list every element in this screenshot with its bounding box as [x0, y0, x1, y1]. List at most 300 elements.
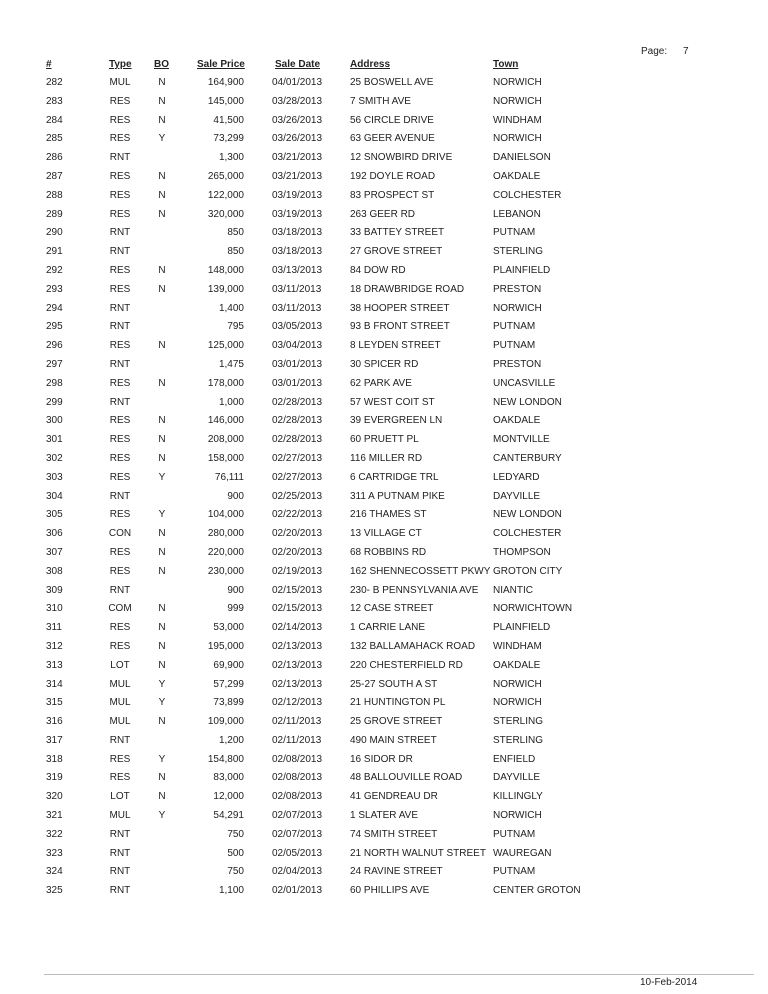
- town: PRESTON: [493, 283, 542, 295]
- row-number: 304: [46, 490, 63, 502]
- sale-price: 69,900: [213, 659, 244, 671]
- sale-price: 795: [227, 321, 244, 333]
- town: OAKDALE: [493, 170, 541, 182]
- sale-price: 158,000: [207, 452, 244, 464]
- sale-price: 146,000: [207, 415, 244, 427]
- property-type: RNT: [109, 227, 131, 239]
- sale-price: 195,000: [207, 640, 244, 652]
- bo-flag: N: [158, 264, 166, 276]
- address: 16 SIDOR DR: [350, 753, 413, 765]
- sale-date: 02/14/2013: [272, 622, 323, 634]
- sale-date: 02/12/2013: [272, 697, 323, 709]
- sale-price: 230,000: [207, 565, 244, 577]
- table-row: [0, 133, 768, 152]
- address: 311 A PUTNAM PIKE: [350, 490, 445, 502]
- table-row: [0, 641, 768, 660]
- address: 21 NORTH WALNUT STREET: [350, 847, 486, 859]
- sale-date: 03/18/2013: [272, 227, 323, 239]
- bo-flag: N: [158, 640, 166, 652]
- row-number: 282: [46, 77, 63, 88]
- sale-date: 03/28/2013: [272, 95, 323, 107]
- sale-date: 02/28/2013: [272, 434, 323, 446]
- address: 93 B FRONT STREET: [350, 321, 450, 333]
- sale-date: 02/13/2013: [272, 659, 323, 671]
- bo-flag: N: [158, 603, 166, 615]
- row-number: 298: [46, 377, 63, 389]
- row-number: 321: [46, 810, 63, 822]
- table-row: [0, 885, 768, 904]
- bo-flag: N: [158, 95, 166, 107]
- row-number: 283: [46, 95, 63, 107]
- row-number: 284: [46, 114, 63, 126]
- property-type: RES: [109, 565, 131, 577]
- row-number: 299: [46, 396, 63, 408]
- town: STERLING: [493, 734, 544, 746]
- sale-price: 500: [227, 847, 244, 859]
- table-row: [0, 115, 768, 134]
- address: 60 PRUETT PL: [350, 434, 419, 446]
- sale-date: 03/01/2013: [272, 377, 323, 389]
- address: 1 SLATER AVE: [350, 810, 418, 822]
- property-type: RES: [109, 340, 131, 352]
- sale-date: 02/07/2013: [272, 810, 323, 822]
- sale-date: 03/05/2013: [272, 321, 323, 333]
- town: NIANTIC: [493, 584, 533, 596]
- property-type: MUL: [109, 77, 131, 88]
- town: MONTVILLE: [493, 434, 550, 446]
- sale-price: 750: [227, 828, 244, 840]
- sale-date: 03/01/2013: [272, 358, 323, 370]
- town: NORWICHTOWN: [493, 603, 573, 615]
- town: DANIELSON: [493, 152, 551, 164]
- row-number: 323: [46, 847, 63, 859]
- town: CANTERBURY: [493, 452, 562, 464]
- bo-flag: N: [158, 340, 166, 352]
- table-row: [0, 866, 768, 885]
- sale-price: 1,400: [218, 302, 244, 314]
- header-bo: BO: [154, 59, 169, 70]
- property-type: RNT: [109, 828, 131, 840]
- sale-date: 02/07/2013: [272, 828, 323, 840]
- address: 57 WEST COIT ST: [350, 396, 435, 408]
- property-type: RNT: [109, 885, 131, 897]
- sale-price: 125,000: [207, 340, 244, 352]
- town: KILLINGLY: [493, 791, 543, 803]
- sale-date: 04/01/2013: [272, 77, 323, 88]
- property-type: RNT: [109, 152, 131, 164]
- sale-price: 850: [227, 227, 244, 239]
- address: 39 EVERGREEN LN: [350, 415, 443, 427]
- property-type: RES: [109, 133, 131, 145]
- property-type: RNT: [109, 321, 131, 333]
- table-row: [0, 77, 768, 96]
- address: 230- B PENNSYLVANIA AVE: [350, 584, 479, 596]
- table-row: [0, 96, 768, 115]
- town: OAKDALE: [493, 659, 541, 671]
- sale-price: 1,475: [218, 358, 244, 370]
- table-row: [0, 190, 768, 209]
- property-type: RES: [109, 471, 131, 483]
- property-type: MUL: [109, 678, 131, 690]
- sale-date: 03/04/2013: [272, 340, 323, 352]
- address: 116 MILLER RD: [350, 452, 423, 464]
- table-row: [0, 171, 768, 190]
- address: 63 GEER AVENUE: [350, 133, 435, 145]
- sale-price: 76,111: [214, 471, 244, 483]
- bo-flag: Y: [158, 678, 166, 690]
- address: 33 BATTEY STREET: [350, 227, 445, 239]
- sale-date: 03/11/2013: [272, 283, 322, 295]
- property-type: RES: [109, 509, 131, 521]
- address: 48 BALLOUVILLE ROAD: [350, 772, 463, 784]
- town: STERLING: [493, 246, 544, 258]
- address: 60 PHILLIPS AVE: [350, 885, 430, 897]
- property-type: RNT: [109, 734, 131, 746]
- table-row: [0, 528, 768, 547]
- row-number: 289: [46, 208, 63, 220]
- address: 1 CARRIE LANE: [350, 622, 426, 634]
- header-sale-date: Sale Date: [275, 59, 321, 70]
- table-row: [0, 829, 768, 848]
- row-number: 322: [46, 828, 63, 840]
- sale-date: 02/15/2013: [272, 584, 323, 596]
- town: NORWICH: [493, 697, 542, 709]
- address: 18 DRAWBRIDGE ROAD: [350, 283, 465, 295]
- table-row: [0, 622, 768, 641]
- bo-flag: N: [158, 434, 166, 446]
- address: 56 CIRCLE DRIVE: [350, 114, 434, 126]
- sale-date: 02/20/2013: [272, 546, 323, 558]
- bo-flag: Y: [158, 509, 166, 521]
- property-type: RES: [109, 772, 131, 784]
- address: 216 THAMES ST: [350, 509, 427, 521]
- row-number: 308: [46, 565, 63, 577]
- sale-price: 73,299: [213, 133, 244, 145]
- row-number: 286: [46, 152, 63, 164]
- sale-date: 02/13/2013: [272, 640, 323, 652]
- sale-date: 02/19/2013: [272, 565, 323, 577]
- property-type: RNT: [109, 358, 131, 370]
- row-number: 297: [46, 358, 63, 370]
- sale-price: 148,000: [207, 264, 244, 276]
- town: STERLING: [493, 716, 544, 728]
- address: 68 ROBBINS RD: [350, 546, 427, 558]
- property-type: MUL: [109, 716, 131, 728]
- bo-flag: N: [158, 622, 166, 634]
- address: 38 HOOPER STREET: [350, 302, 450, 314]
- property-type: RNT: [109, 246, 131, 258]
- table-row: [0, 209, 768, 228]
- address: 263 GEER RD: [350, 208, 416, 220]
- bo-flag: N: [158, 77, 166, 88]
- sale-date: 02/27/2013: [272, 471, 323, 483]
- property-type: RES: [109, 640, 131, 652]
- table-row: [0, 810, 768, 829]
- bo-flag: N: [158, 114, 166, 126]
- row-number: 325: [46, 885, 63, 897]
- sale-price: 122,000: [207, 189, 244, 201]
- address: 12 CASE STREET: [350, 603, 434, 615]
- address: 7 SMITH AVE: [350, 95, 411, 107]
- address: 132 BALLAMAHACK ROAD: [350, 640, 476, 652]
- header-sale-price: Sale Price: [197, 59, 245, 70]
- sale-price: 1,100: [218, 885, 244, 897]
- town: DAYVILLE: [493, 490, 541, 502]
- property-type: RNT: [109, 302, 131, 314]
- bo-flag: N: [158, 452, 166, 464]
- table-row: [0, 397, 768, 416]
- town: NORWICH: [493, 302, 542, 314]
- sale-price: 73,899: [213, 697, 244, 709]
- table-row: [0, 491, 768, 510]
- sale-price: 208,000: [207, 434, 244, 446]
- table-row: [0, 472, 768, 491]
- sale-price: 900: [227, 490, 244, 502]
- town: COLCHESTER: [493, 528, 562, 540]
- table-row: [0, 303, 768, 322]
- property-type: RNT: [109, 847, 131, 859]
- bo-flag: Y: [158, 810, 166, 822]
- row-number: 296: [46, 340, 63, 352]
- row-number: 295: [46, 321, 63, 333]
- sales-table: [0, 77, 768, 904]
- property-type: RES: [109, 283, 131, 295]
- row-number: 294: [46, 302, 63, 314]
- property-type: RES: [109, 377, 131, 389]
- town: WINDHAM: [493, 114, 542, 126]
- town: NEW LONDON: [493, 396, 562, 408]
- sale-date: 03/18/2013: [272, 246, 323, 258]
- sale-date: 02/01/2013: [272, 885, 323, 897]
- bo-flag: N: [158, 189, 166, 201]
- bo-flag: N: [158, 208, 166, 220]
- row-number: 324: [46, 866, 63, 878]
- footer-date: 10-Feb-2014: [640, 977, 698, 988]
- sale-price: 280,000: [207, 528, 244, 540]
- sale-price: 154,800: [207, 753, 244, 765]
- property-type: RNT: [109, 866, 131, 878]
- table-row: [0, 340, 768, 359]
- sale-price: 999: [227, 603, 244, 615]
- table-row: [0, 321, 768, 340]
- table-row: [0, 415, 768, 434]
- town: NORWICH: [493, 77, 542, 88]
- address: 62 PARK AVE: [350, 377, 412, 389]
- bo-flag: N: [158, 528, 166, 540]
- table-row: [0, 359, 768, 378]
- property-type: RES: [109, 452, 131, 464]
- address: 25 GROVE STREET: [350, 716, 443, 728]
- row-number: 288: [46, 189, 63, 201]
- sale-date: 02/20/2013: [272, 528, 323, 540]
- sale-date: 03/19/2013: [272, 189, 323, 201]
- town: LEBANON: [493, 208, 541, 220]
- bo-flag: N: [158, 283, 166, 295]
- town: OAKDALE: [493, 415, 541, 427]
- table-row: [0, 679, 768, 698]
- header-number: #: [46, 59, 52, 70]
- sale-price: 850: [227, 246, 244, 258]
- table-row: [0, 585, 768, 604]
- sale-price: 145,000: [207, 95, 244, 107]
- town: PRESTON: [493, 358, 542, 370]
- table-row: [0, 265, 768, 284]
- address: 83 PROSPECT ST: [350, 189, 435, 201]
- property-type: RES: [109, 114, 131, 126]
- property-type: RES: [109, 189, 131, 201]
- row-number: 293: [46, 283, 63, 295]
- row-number: 292: [46, 264, 63, 276]
- table-row: [0, 378, 768, 397]
- town: PUTNAM: [493, 321, 536, 333]
- address: 25-27 SOUTH A ST: [350, 678, 438, 690]
- property-type: MUL: [109, 810, 131, 822]
- sale-price: 1,000: [218, 396, 244, 408]
- property-type: RES: [109, 264, 131, 276]
- sale-price: 53,000: [213, 622, 244, 634]
- sale-date: 02/28/2013: [272, 415, 323, 427]
- property-type: RES: [109, 170, 131, 182]
- sale-date: 03/21/2013: [272, 170, 323, 182]
- table-row: [0, 772, 768, 791]
- row-number: 309: [46, 584, 63, 596]
- bo-flag: N: [158, 659, 166, 671]
- header-type: Type: [109, 59, 132, 70]
- town: WINDHAM: [493, 640, 542, 652]
- sale-date: 03/11/2013: [272, 302, 322, 314]
- address: 162 SHENNECOSSETT PKWY: [350, 565, 490, 577]
- bo-flag: N: [158, 546, 166, 558]
- address: 74 SMITH STREET: [350, 828, 438, 840]
- town: PUTNAM: [493, 828, 536, 840]
- town: DAYVILLE: [493, 772, 541, 784]
- address: 6 CARTRIDGE TRL: [350, 471, 439, 483]
- sale-price: 750: [227, 866, 244, 878]
- address: 13 VILLAGE CT: [350, 528, 422, 540]
- property-type: COM: [108, 603, 132, 615]
- row-number: 303: [46, 471, 63, 483]
- property-type: RNT: [109, 490, 131, 502]
- sale-price: 54,291: [213, 810, 244, 822]
- row-number: 301: [46, 434, 63, 446]
- sale-date: 02/13/2013: [272, 678, 323, 690]
- property-type: RES: [109, 546, 131, 558]
- address: 27 GROVE STREET: [350, 246, 443, 258]
- property-type: RES: [109, 753, 131, 765]
- property-type: LOT: [110, 659, 130, 671]
- town: PLAINFIELD: [493, 622, 551, 634]
- property-type: CON: [108, 528, 132, 540]
- sale-date: 03/26/2013: [272, 114, 323, 126]
- sale-date: 03/26/2013: [272, 133, 323, 145]
- header-town: Town: [493, 59, 519, 70]
- property-type: RES: [109, 622, 131, 634]
- address: 220 CHESTERFIELD RD: [350, 659, 463, 671]
- town: COLCHESTER: [493, 189, 562, 201]
- sale-date: 02/08/2013: [272, 791, 323, 803]
- row-number: 320: [46, 791, 63, 803]
- row-number: 315: [46, 697, 63, 709]
- table-row: [0, 152, 768, 171]
- town: ENFIELD: [493, 753, 536, 765]
- sale-price: 164,900: [207, 77, 244, 88]
- table-row: [0, 434, 768, 453]
- row-number: 311: [46, 622, 62, 634]
- table-row: [0, 848, 768, 867]
- sale-date: 02/22/2013: [272, 509, 323, 521]
- row-number: 316: [46, 716, 63, 728]
- page-label: Page:: [641, 46, 668, 57]
- sale-price: 12,000: [213, 791, 244, 803]
- row-number: 306: [46, 528, 63, 540]
- town: UNCASVILLE: [493, 377, 556, 389]
- row-number: 287: [46, 170, 63, 182]
- sale-price: 104,000: [207, 509, 244, 521]
- sale-date: 02/08/2013: [272, 772, 323, 784]
- row-number: 300: [46, 415, 63, 427]
- row-number: 314: [46, 678, 63, 690]
- sale-price: 1,200: [218, 734, 244, 746]
- row-number: 285: [46, 133, 63, 145]
- sale-date: 02/08/2013: [272, 753, 323, 765]
- bo-flag: N: [158, 791, 166, 803]
- sale-date: 02/15/2013: [272, 603, 323, 615]
- table-header: [0, 59, 768, 71]
- sale-date: 02/11/2013: [272, 734, 322, 746]
- town: NORWICH: [493, 95, 542, 107]
- row-number: 307: [46, 546, 63, 558]
- bo-flag: Y: [158, 471, 166, 483]
- table-row: [0, 754, 768, 773]
- address: 30 SPICER RD: [350, 358, 419, 370]
- bo-flag: N: [158, 170, 166, 182]
- sale-date: 02/27/2013: [272, 452, 323, 464]
- bo-flag: N: [158, 377, 166, 389]
- table-row: [0, 453, 768, 472]
- table-row: [0, 603, 768, 622]
- sale-price: 320,000: [207, 208, 244, 220]
- row-number: 310: [46, 603, 63, 615]
- table-row: [0, 735, 768, 754]
- table-row: [0, 509, 768, 528]
- sale-date: 03/13/2013: [272, 264, 323, 276]
- town: GROTON CITY: [493, 565, 563, 577]
- address: 25 BOSWELL AVE: [350, 77, 434, 88]
- property-type: RES: [109, 434, 131, 446]
- row-number: 290: [46, 227, 63, 239]
- sale-price: 109,000: [207, 716, 244, 728]
- property-type: LOT: [110, 791, 130, 803]
- bo-flag: Y: [158, 753, 166, 765]
- row-number: 312: [46, 640, 63, 652]
- sale-price: 265,000: [207, 170, 244, 182]
- address: 192 DOYLE ROAD: [350, 170, 436, 182]
- bo-flag: N: [158, 772, 166, 784]
- town: NORWICH: [493, 678, 542, 690]
- bo-flag: Y: [158, 133, 166, 145]
- town: PUTNAM: [493, 340, 536, 352]
- address: 41 GENDREAU DR: [350, 791, 438, 803]
- table-row: [0, 284, 768, 303]
- property-type: RNT: [109, 584, 131, 596]
- sale-date: 02/11/2013: [272, 716, 322, 728]
- town: PUTNAM: [493, 866, 536, 878]
- row-number: 302: [46, 452, 63, 464]
- address: 24 RAVINE STREET: [350, 866, 443, 878]
- table-row: [0, 566, 768, 585]
- sale-date: 02/28/2013: [272, 396, 323, 408]
- town: WAUREGAN: [493, 847, 552, 859]
